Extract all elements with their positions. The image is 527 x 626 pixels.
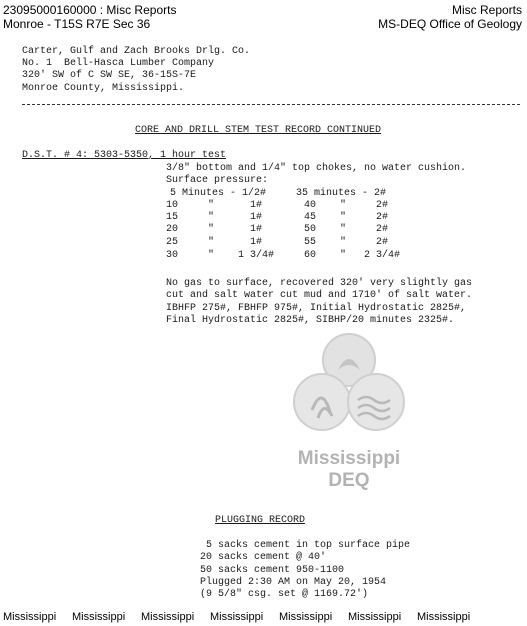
divider-rule	[22, 104, 520, 105]
plugging-title: PLUGGING RECORD	[215, 515, 306, 526]
footer-item: Mississippi	[141, 611, 195, 623]
summary-line: No gas to surface, recovered 320' very slightly gas	[166, 278, 473, 289]
dst-interval: 5303-5350, 1 hour test	[88, 150, 227, 161]
plugging-line: 20 sacks cement @ 40'	[200, 552, 327, 563]
header-office: MS-DEQ Office of Geology	[378, 17, 522, 31]
pressure-row: 10 " 1# 40 " 2#	[166, 200, 389, 211]
section-title: CORE AND DRILL STEM TEST RECORD CONTINUED	[135, 125, 382, 136]
footer-repeat	[0, 611, 527, 623]
summary-line: Final Hydrostatic 2825#, SIBHP/20 minutes 2325#.	[166, 315, 455, 326]
pressure-row: 5 Minutes - 1/2# 35 minutes - 2#	[170, 188, 387, 199]
plugging-line: (9 5/8" csg. set @ 1169.72')	[200, 589, 369, 600]
footer-item: Mississippi	[348, 611, 402, 623]
watermark-deq: DEQ	[328, 470, 370, 491]
footer-item: Mississippi	[72, 611, 126, 623]
pressure-row: 20 " 1# 50 " 2#	[166, 224, 389, 235]
footer-item: Mississippi	[279, 611, 333, 623]
summary-line: cut and salt water cut mud and 1710' of salt water.	[166, 290, 473, 301]
footer-item: Mississippi	[417, 611, 471, 623]
plugging-line: Plugged 2:30 AM on May 20, 1954	[200, 577, 387, 588]
plugging-line: 5 sacks cement in top surface pipe	[200, 540, 411, 551]
header-doc-id: 23095000160000 : Misc Reports	[3, 3, 177, 17]
dst-heading	[22, 150, 226, 161]
pressure-row: 25 " 1# 55 " 2#	[166, 237, 389, 248]
header-category: Misc Reports	[451, 3, 522, 17]
pressure-row: 15 " 1# 45 " 2#	[166, 212, 389, 223]
address-line-1: Carter, Gulf and Zach Brooks Drlg. Co.	[22, 46, 251, 57]
address-line-2: No. 1 Bell-Hasca Lumber Company	[22, 58, 215, 69]
surface-pressure-label: Surface pressure:	[166, 175, 269, 186]
address-line-3: 320' SW of C SW SE, 36-15S-7E	[22, 70, 197, 81]
plugging-line: 50 sacks cement 950-1100	[200, 565, 345, 576]
header-location: Monroe - T15S R7E Sec 36	[3, 17, 151, 31]
watermark-mississippi: Mississippi	[297, 448, 401, 469]
pressure-row: 30 " 1 3/4# 60 " 2 3/4#	[166, 250, 401, 261]
footer-item: Mississippi	[3, 611, 57, 623]
summary-line: IBHFP 275#, FBHFP 975#, Initial Hydrostatic 2825#,	[166, 303, 467, 314]
footer-item: Mississippi	[210, 611, 264, 623]
choke-line: 3/8" bottom and 1/4" top chokes, no water cushion.	[166, 163, 467, 174]
dst-label: D.S.T. # 4:	[22, 150, 89, 161]
address-line-4: Monroe County, Mississippi.	[22, 83, 185, 94]
